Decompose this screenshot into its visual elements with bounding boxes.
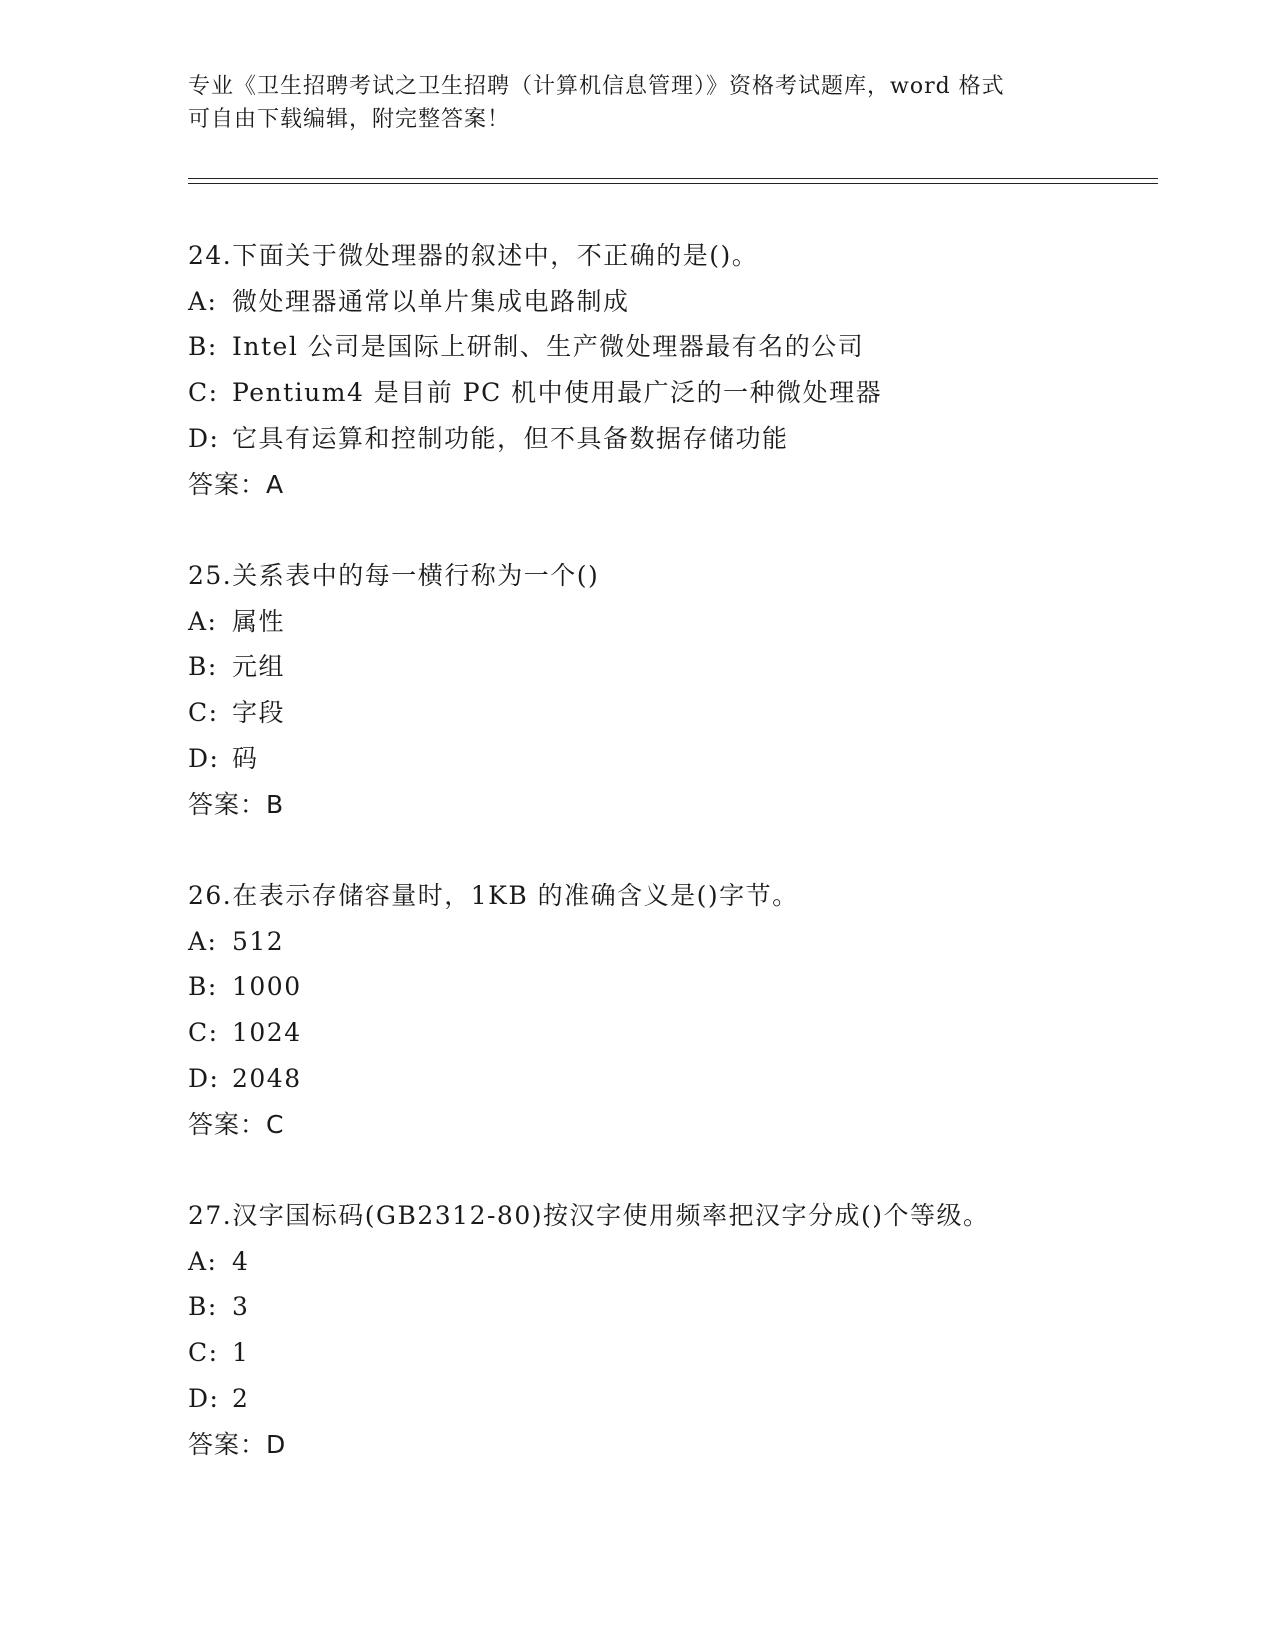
option-text: 字段 — [232, 698, 286, 728]
question-stem: 27.汉字国标码(GB2312-80)按汉字使用频率把汉字分成()个等级。 — [188, 1201, 990, 1230]
option-letter: C: — [188, 378, 219, 408]
option-b — [188, 964, 1168, 1010]
option-c — [188, 1330, 1168, 1376]
answer-line: 答案：C — [188, 1109, 285, 1139]
answer-line: 答案：B — [188, 789, 285, 819]
option-text: 元组 — [232, 652, 286, 682]
question-26 — [188, 873, 1168, 1147]
option-letter: D: — [188, 1383, 220, 1413]
option-letter: A: — [188, 926, 218, 956]
option-letter: A: — [188, 1246, 218, 1276]
option-text: Intel 公司是国际上研制、生产微处理器最有名的公司 — [232, 332, 865, 362]
option-letter: B: — [188, 1292, 218, 1322]
option-b — [188, 1284, 1168, 1330]
option-c — [188, 370, 1168, 416]
question-25 — [188, 553, 1168, 827]
option-text: 1 — [232, 1338, 250, 1368]
option-letter: A: — [188, 286, 218, 316]
header-line-2: 可自由下载编辑，附完整答案！ — [188, 107, 511, 132]
question-stem: 24.下面关于微处理器的叙述中，不正确的是()。 — [188, 241, 759, 270]
option-letter: B: — [188, 332, 218, 362]
answer-line: 答案：D — [188, 1429, 287, 1459]
option-letter: C: — [188, 1338, 219, 1368]
option-text: 码 — [232, 743, 259, 773]
option-letter: D: — [188, 423, 220, 453]
option-b — [188, 644, 1168, 690]
option-text: 2048 — [232, 1063, 302, 1093]
option-letter: A: — [188, 606, 218, 636]
option-a — [188, 599, 1168, 645]
option-a — [188, 279, 1168, 325]
option-d — [188, 736, 1168, 782]
option-c — [188, 1010, 1168, 1056]
option-letter: D: — [188, 743, 220, 773]
option-d — [188, 416, 1168, 462]
option-text: 1024 — [232, 1018, 302, 1048]
header-divider-bottom — [188, 183, 1158, 184]
header-line-1: 专业《卫生招聘考试之卫生招聘（计算机信息管理）》资格考试题库，word 格式 — [188, 74, 1005, 99]
option-text: 1000 — [232, 972, 302, 1002]
option-text: 3 — [232, 1292, 250, 1322]
option-a — [188, 1239, 1168, 1285]
option-text: 4 — [232, 1246, 250, 1276]
option-letter: C: — [188, 698, 219, 728]
option-letter: C: — [188, 1018, 219, 1048]
option-letter: D: — [188, 1063, 220, 1093]
question-27 — [188, 1193, 1168, 1467]
question-stem: 26.在表示存储容量时，1KB 的准确含义是()字节。 — [188, 881, 799, 910]
document-header — [188, 70, 1088, 136]
option-c — [188, 690, 1168, 736]
option-d — [188, 1056, 1168, 1102]
answer-line: 答案：A — [188, 469, 285, 499]
option-a — [188, 919, 1168, 965]
option-text: 2 — [232, 1383, 250, 1413]
option-b — [188, 324, 1168, 370]
option-text: 它具有运算和控制功能，但不具备数据存储功能 — [232, 423, 789, 453]
option-text: 512 — [232, 926, 285, 956]
option-text: Pentium4 是目前 PC 机中使用最广泛的一种微处理器 — [232, 378, 883, 408]
question-24 — [188, 233, 1168, 507]
option-letter: B: — [188, 652, 218, 682]
option-text: 微处理器通常以单片集成电路制成 — [232, 286, 630, 316]
option-text: 属性 — [232, 606, 286, 636]
header-divider-top — [188, 178, 1158, 179]
option-letter: B: — [188, 972, 218, 1002]
question-stem: 25.关系表中的每一横行称为一个() — [188, 561, 600, 590]
option-d — [188, 1376, 1168, 1422]
